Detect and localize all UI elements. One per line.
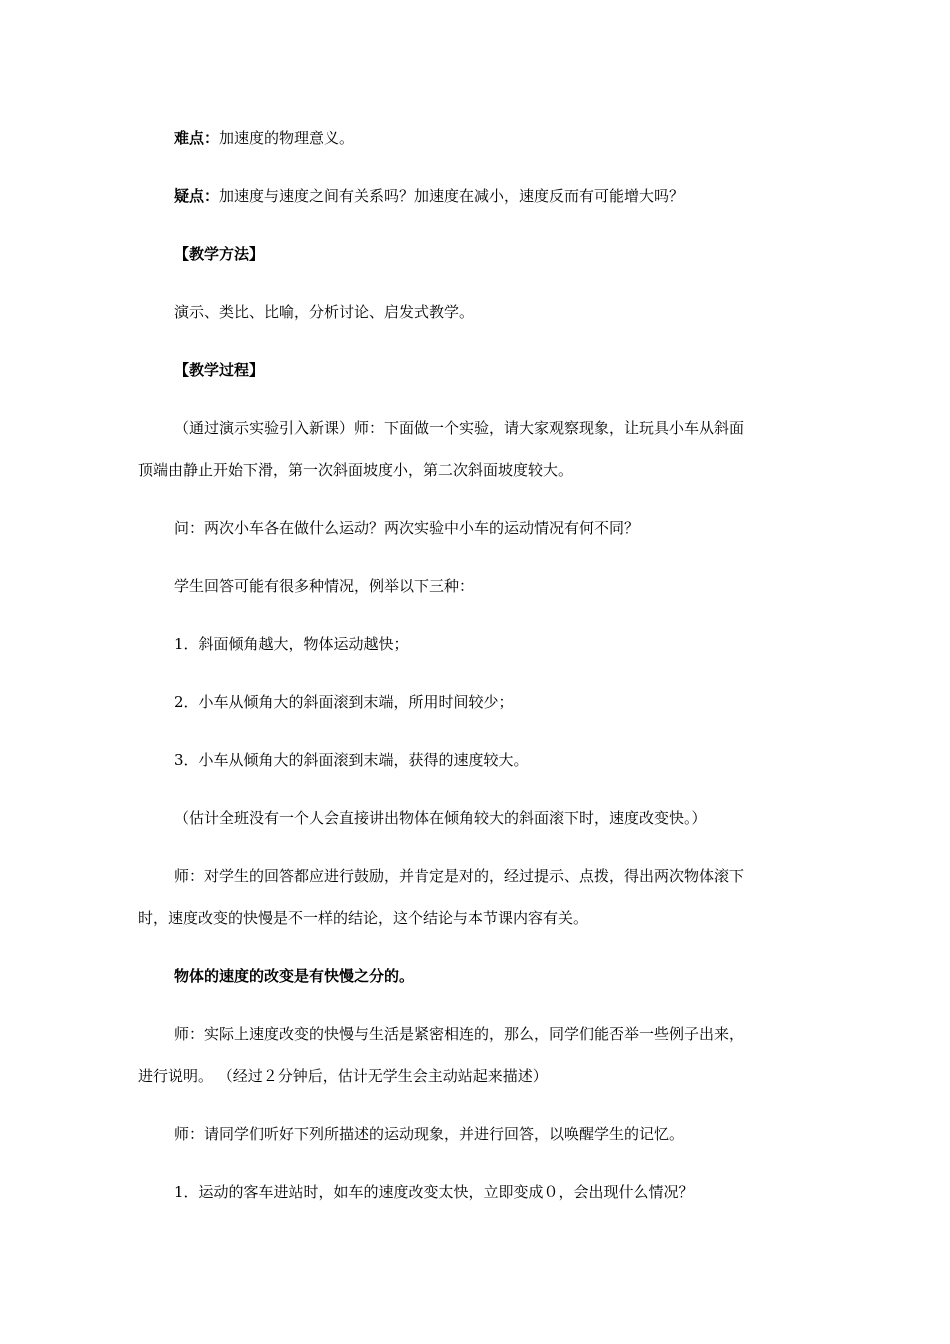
teacher-paragraph-3: 师：请同学们听好下列所描述的运动现象，并进行回答，以唤醒学生的记忆。 (174, 1125, 685, 1143)
process-heading: 【教学过程】 (174, 361, 265, 379)
intro-line-1: （通过演示实验引入新课）师：下面做一个实验，请大家观察现象，让玩具小车从斜面 (174, 419, 745, 437)
teacher-paragraph-2-line-1: 师：实际上速度改变的快慢与生活是紧密相连的，那么，同学们能否举一些例子出来， (174, 1025, 745, 1043)
difficulty-paragraph (174, 122, 824, 154)
method-text: 演示、类比、比喻，分析讨论、启发式教学。 (174, 303, 475, 321)
teacher-paragraph-1-line-1: 师：对学生的回答都应进行鼓励，并肯定是对的，经过提示、点拨，得出两次物体滚下 (174, 867, 745, 885)
doubt-paragraph (174, 180, 824, 212)
intro-line-2: 顶端由静止开始下滑，第一次斜面坡度小，第二次斜面坡度较大。 (138, 461, 574, 479)
estimate-note: （估计全班没有一个人会直接讲出物体在倾角较大的斜面滚下时，速度改变快。） (174, 809, 707, 827)
difficulty-label: 难点： (174, 129, 220, 147)
teacher-paragraph-2-line-2: 进行说明。 （经过２分钟后，估计无学生会主动站起来描述） (138, 1067, 548, 1085)
difficulty-text: 加速度的物理意义。 (219, 129, 355, 147)
doubt-label: 疑点： (174, 187, 220, 205)
answer-item-3: 3．小车从倾角大的斜面滚到末端，获得的速度较大。 (174, 751, 529, 769)
method-heading: 【教学方法】 (174, 245, 265, 263)
answer-item-2: 2．小车从倾角大的斜面滚到末端，所用时间较少； (174, 693, 514, 711)
answers-intro: 学生回答可能有很多种情况，例举以下三种： (174, 577, 475, 595)
answer-item-1: 1．斜面倾角越大，物体运动越快； (174, 635, 409, 653)
example-item-1: 1．运动的客车进站时，如车的速度改变太快，立即变成０，会出现什么情况？ (174, 1183, 694, 1201)
teacher-paragraph-1-line-2: 时，速度改变的快慢是不一样的结论，这个结论与本节课内容有关。 (138, 909, 589, 927)
conclusion-text: 物体的速度的改变是有快慢之分的。 (174, 967, 415, 985)
question-text: 问：两次小车各在做什么运动？两次实验中小车的运动情况有何不同？ (174, 519, 640, 537)
doubt-text: 加速度与速度之间有关系吗？加速度在减小，速度反而有可能增大吗？ (219, 187, 685, 205)
